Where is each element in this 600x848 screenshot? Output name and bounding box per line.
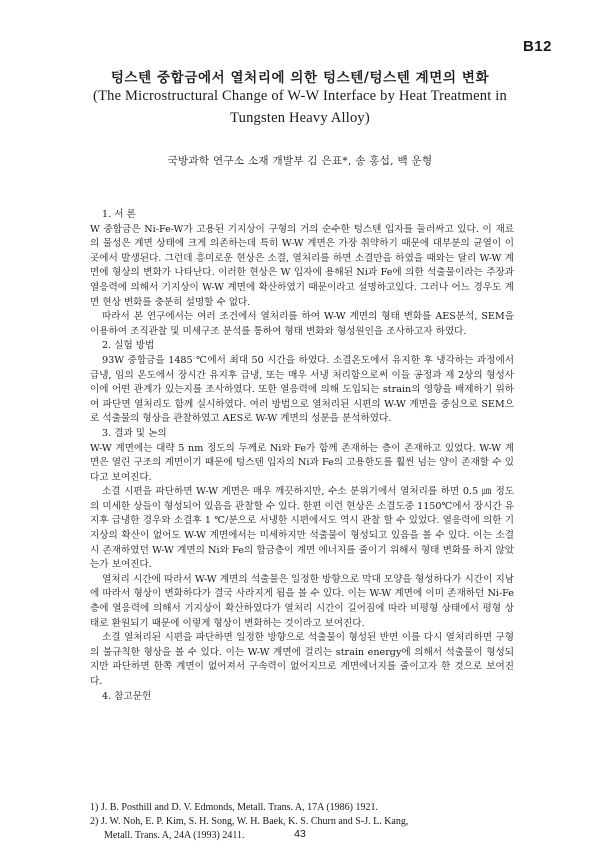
title-english-line2: Tungsten Heavy Alloy)	[230, 110, 370, 126]
section-heading-method: 2. 실험 방법	[102, 340, 155, 352]
reference-item-1: 1) J. B. Posthill and D. V. Edmonds, Metall. Trans. A, 17A (1986) 1921.	[90, 802, 378, 813]
paragraph-intro-2: 따라서 본 연구에서는 여러 조건에서 열처리를 하여 W-W 계면의 형태 변화를 AES분석, SEM을 이용하여 조직관찰 및 미세구조 분석를 통하여 형태 변화와 형성원인을 조사하고자 하였다.	[90, 311, 514, 337]
paragraph-results-2: 소결 시편을 파단하면 W-W 계면은 매우 깨끗하지만, 수소 분위기에서 열처리를 하면 0.5 ㎛ 정도의 미세한 상들이 형성되어 있음을 관찰할 수 있다. 한편 이런 현상은 소결도중 1150℃에서 장시간 유지후 급냉한 경우와 소결후 1 ℃/분으로 서냉한 시편에서도 역시 관찰 할 수 있었다. 열응력에 의한 기지상의 확산이 없어도 W-W 계면에서는 미세하지만 석출물이 형성되고 있음을 볼 수 있다. 이는 소결시 존재하였던 W-W 계면의 Ni와 Fe의 합금층이 계면 에너지를 줄이기 위해서 형태 변화를 하지 않았는가 보여진다.	[90, 486, 514, 571]
session-code: B12	[522, 38, 552, 55]
paper-body	[90, 208, 514, 704]
reference-item-2: 2) J. W. Noh, E. P. Kim, S. H. Song, W. H. Baek, K. S. Churn and S-J. L. Kang,	[90, 816, 409, 827]
author-affiliation: 국방과학 연구소 소재 개발부 김 은표*, 송 홍섭, 백 운형	[167, 155, 433, 167]
paragraph-intro-1: W 중합금은 Ni-Fe-W가 고용된 기지상이 구형의 거의 순수한 텅스텐 입자를 둘러싸고 있다. 이 재료의 물성은 계면 상태에 크게 의존하는데 특히 W-W 계면은 가장 취약하기 때문에 대부분의 균열이 이곳에서 발생된다. 그런데 흥미로운 현상은 소결, 열처리를 하면 소결만을 하였을 때와는 달리 W-W 계면에 형상의 변화가 나타난다. 이러한 현상은 W 입자에 용해된 Ni과 Fe에 의한 석출물이라는 주장과 열응력에 의해서 기지상이 W-W 계면에 확산하였기 때문이라고 설명하고있다. 그러나 어느 경우도 계면 현상 변화를 충분히 설명할 수 없다.	[90, 223, 514, 308]
section-heading-results: 3. 결과 및 논의	[102, 427, 167, 439]
section-heading-references: 4. 참고문헌	[102, 690, 152, 702]
paragraph-results-3: 열처리 시간에 따라서 W-W 계면의 석출물은 일정한 방향으로 막대 모양을 형성하다가 시간이 지남에 따라서 형상이 변화하다가 결국 사라지게 됨을 볼 수 있다. 이는 W-W 계면에 이미 존재하던 Ni-Fe층에 열응력에 의해서 기지상이 확산하였다가 열처리 시간이 길어짐에 따라 비평형 상태에서 평형 상태로 환원되기 때문에 이렇게 형상이 변화하는 것이라고 보여진다.	[90, 573, 514, 629]
page-number: 43	[294, 828, 306, 840]
reference-item-2-continued: Metall. Trans. A, 24A (1993) 2411.	[104, 830, 245, 841]
paragraph-results-4: 소결 열처리된 시편을 파단하면 일정한 방향으로 석출물이 형성된 반면 이를 다시 열처리하면 구형의 불규칙한 형상을 볼 수 있다. 이는 W-W 계면에 걸리는 strain energy에 의해서 석출물이 형성되지만 파단하면 한쪽 계면이 없어져서 구속력이 없어지므로 계면에너지를 줄이고자 한 것으로 보여진다.	[90, 632, 514, 687]
title-korean: 텅스텐 중합금에서 열처리에 의한 텅스텐/텅스텐 계면의 변화	[110, 70, 490, 86]
paragraph-method-1: 93W 중합금을 1485 ℃에서 최대 50 시간을 하였다. 소결온도에서 유지한 후 냉각하는 과정에서 급냉, 임의 온도에서 장시간 유지후 급냉, 또는 매우 서냉 처리함으로써 이들 공정과 제 2상의 형성사이에 어떤 관계가 있는지를 조사하였다. 또한 열응력에 의해 도입되는 strain의 영향을 배제하기 위하여 파단면 열처리도 함께 실시하였다. 여러 방법으로 열처리된 시편의 W-W 계면을 중심으로 SEM으로 석출물의 형상을 관찰하였고 AES로 W-W 계면의 성분을 분석하였다.	[90, 354, 514, 425]
title-english-line1: (The Microstructural Change of W-W Interface by Heat Treatment in	[93, 88, 507, 104]
paragraph-results-1: W-W 계면에는 대략 5 nm 정도의 두께로 Ni와 Fe가 함께 존재하는 층이 존재하고 있었다. W-W 계면은 열린 구조의 계면이기 때문에 텅스텐 입자의 Ni과 Fe의 고용한도를 훨씬 넘는 양이 존재할 수 있다고 보여진다.	[90, 442, 514, 483]
section-heading-intro: 1. 서 론	[102, 209, 136, 220]
